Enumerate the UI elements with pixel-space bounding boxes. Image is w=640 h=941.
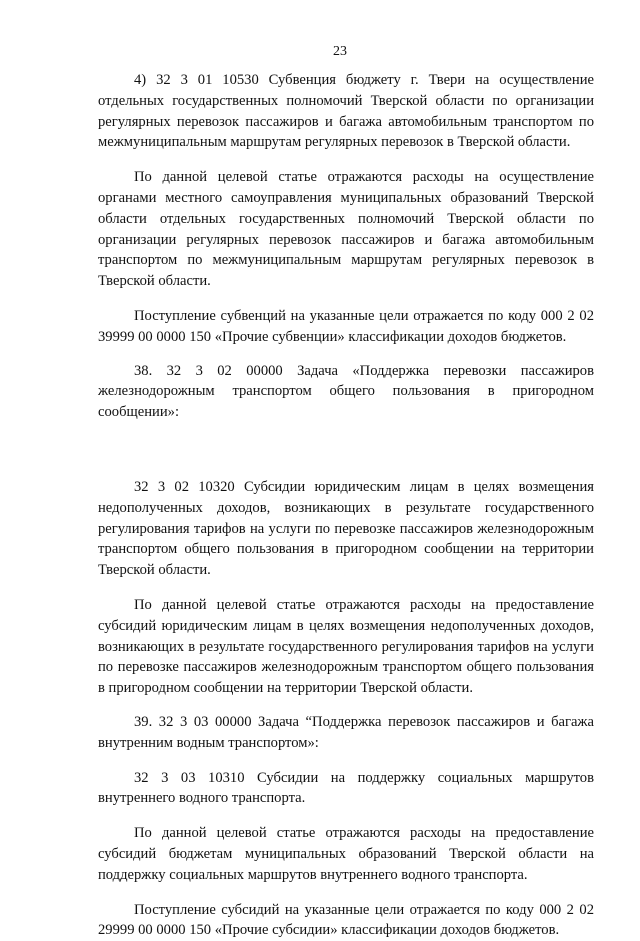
paragraph-subsidy-water-transport: 32 3 03 10310 Субсидии на поддержку социальных маршрутов внутреннего водного транспорта. (98, 768, 594, 810)
page-number: 23 (98, 44, 594, 60)
paragraph-subvention-tver: 4) 32 3 01 10530 Субвенция бюджету г. Твери на осуществление отдельных государственных полномочий Тверской области по организации регулярных перевозок пассажиров и багажа автомобильным транспортом по межмуниципальным маршрутам регулярных перевозок в Тверской области. (98, 70, 594, 153)
paragraph-task-38-heading: 38. 32 3 02 00000 Задача «Поддержка перевозки пассажиров железнодорожным транспортом общего пользования в пригородном сообщении»: (98, 361, 594, 423)
paragraph-task-39-heading: 39. 32 3 03 00000 Задача “Поддержка перевозок пассажиров и багажа внутренним водным транспортом»: (98, 712, 594, 754)
paragraph-subsidy-water-description: По данной целевой статье отражаются расходы на предоставление субсидий бюджетам муниципальных образований Тверской области на поддержку социальных маршрутов внутреннего водного транспорта. (98, 823, 594, 885)
paragraph-subvention-income-code: Поступление субвенций на указанные цели отражается по коду 000 2 02 39999 00 0000 150 «Прочие субвенции» классификации доходов бюджетов. (98, 306, 594, 348)
paragraph-subvention-description: По данной целевой статье отражаются расходы на осуществление органами местного самоуправления муниципальных образований Тверской области отдельных государственных полномочий Тверской области по организации регулярных перевозок пассажиров и багажа автомобильным транспортом по межмуниципальным маршрутам регулярных перевозок в Тверской области. (98, 167, 594, 292)
paragraph-subsidy-railway-description: По данной целевой статье отражаются расходы на предоставление субсидий юридическим лицам в целях возмещения недополученных доходов, возникающих в результате государственного регулирования тарифов на услуги по перевозке пассажиров железнодорожным транспортом общего пользования в пригородном сообщении на территории Тверской области. (98, 595, 594, 699)
paragraph-subsidy-income-code: Поступление субсидий на указанные цели отражается по коду 000 2 02 29999 00 0000 150 «Прочие субсидии» классификации доходов бюджетов. (98, 900, 594, 941)
paragraph-subsidy-railway: 32 3 02 10320 Субсидии юридическим лицам в целях возмещения недополученных доходов, возникающих в результате государственного регулирования тарифов на услуги по перевозке пассажиров железнодорожным транспортом общего пользования в пригородном сообщении на территории Тверской области. (98, 477, 594, 581)
